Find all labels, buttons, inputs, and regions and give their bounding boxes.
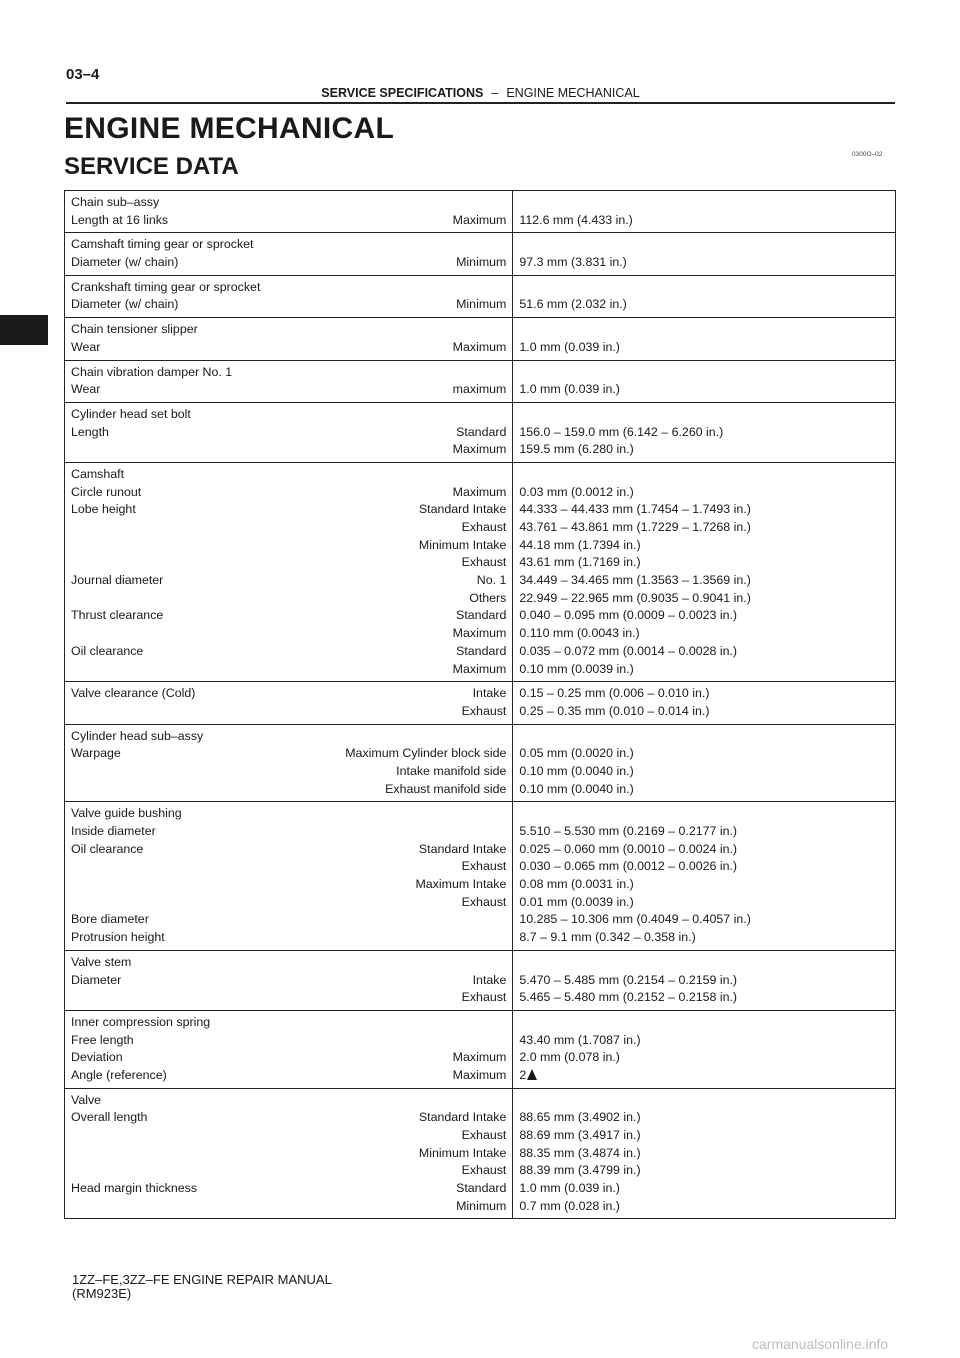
- spec-item-line: [71, 643, 506, 661]
- spec-value: [519, 572, 889, 590]
- spec-item-label: Head margin thickness: [71, 1181, 198, 1196]
- spec-value: [519, 296, 889, 314]
- spec-item-label: Circle runout: [71, 484, 142, 499]
- spec-item-line: [71, 236, 506, 254]
- spec-item-qualifier: Maximum: [452, 442, 507, 457]
- reference-code: 0300O–02: [852, 151, 883, 158]
- spec-value-text: 0.10 mm (0.0040 in.): [519, 763, 634, 778]
- spec-item-qualifier: Maximum: [452, 661, 507, 676]
- running-header: [66, 86, 895, 104]
- spec-item-label: Chain vibration damper No. 1: [71, 364, 233, 379]
- spec-value: [519, 236, 889, 254]
- spec-item-line: [71, 1092, 506, 1110]
- spec-item-line: [71, 537, 506, 555]
- spec-value-cell: [513, 950, 896, 1010]
- spec-item-cell: [65, 191, 513, 233]
- spec-item-line: [71, 484, 506, 502]
- spec-item-label: Angle (reference): [71, 1067, 167, 1082]
- spec-item-line: [71, 728, 506, 746]
- spec-value-cell: [513, 360, 896, 402]
- spec-value-text: 97.3 mm (3.831 in.): [519, 255, 627, 270]
- spec-value: [519, 424, 889, 442]
- spec-item-qualifier: Minimum: [456, 255, 507, 270]
- spec-item-line: [71, 296, 506, 314]
- footer-manual-code: (RM923E): [72, 1286, 132, 1301]
- spec-value-text: 34.449 – 34.465 mm (1.3563 – 1.3569 in.): [519, 573, 751, 588]
- spec-item-qualifier: Maximum Intake: [415, 877, 507, 892]
- spec-value: [519, 661, 889, 679]
- spec-item-line: [71, 625, 506, 643]
- spec-item-line: [71, 972, 506, 990]
- spec-row: [65, 191, 896, 233]
- spec-value: [519, 876, 889, 894]
- spec-value: [519, 763, 889, 781]
- spec-item-qualifier: Standard: [456, 643, 507, 658]
- spec-value-text: 112.6 mm (4.433 in.): [519, 212, 633, 227]
- spec-value: [519, 194, 889, 212]
- spec-item-qualifier: Standard: [456, 608, 507, 623]
- spec-value: [519, 823, 889, 841]
- spec-item-line: [71, 339, 506, 357]
- spec-item-line: [71, 823, 506, 841]
- spec-item-qualifier: Maximum Cylinder block side: [345, 746, 507, 761]
- spec-item-line: [71, 1162, 506, 1180]
- spec-item-label: Journal diameter: [71, 573, 164, 588]
- spec-value: [519, 406, 889, 424]
- spec-value-text: 5.510 – 5.530 mm (0.2169 – 0.2177 in.): [519, 824, 738, 838]
- spec-value-text: 88.35 mm (3.4874 in.): [519, 1145, 641, 1160]
- spec-value-cell: [513, 233, 896, 275]
- service-data-body: [65, 191, 896, 1219]
- page-number: 03–4: [66, 66, 100, 83]
- spec-item-cell: [65, 462, 513, 681]
- spec-value-text: 22.949 – 22.965 mm (0.9035 – 0.9041 in.): [519, 590, 751, 605]
- spec-item-label: Bore diameter: [71, 912, 149, 927]
- spec-item-qualifier: Intake manifold side: [396, 763, 507, 778]
- spec-item-label: Diameter (w/ chain): [71, 297, 179, 312]
- spec-item-line: [71, 194, 506, 212]
- spec-value: [519, 1162, 889, 1180]
- spec-item-label: Camshaft timing gear or sprocket: [71, 237, 254, 252]
- spec-value-text: 5.465 – 5.480 mm (0.2152 – 0.2158 in.): [519, 990, 738, 1005]
- spec-value: [519, 1180, 889, 1198]
- spec-value: [519, 954, 889, 972]
- spec-value-text: 0.10 mm (0.0039 in.): [519, 661, 634, 676]
- spec-item-qualifier: Intake: [472, 686, 507, 701]
- spec-item-line: [71, 381, 506, 399]
- spec-item-qualifier: Exhaust: [461, 703, 507, 718]
- spec-item-cell: [65, 275, 513, 317]
- spec-value-text: 0.10 mm (0.0040 in.): [519, 781, 634, 796]
- spec-item-qualifier: Standard: [456, 424, 507, 439]
- spec-item-line: [71, 929, 506, 947]
- spec-item-line: [71, 406, 506, 424]
- spec-value-text: 1.0 mm (0.039 in.): [519, 382, 620, 397]
- spec-value: [519, 607, 889, 625]
- spec-item-label: Chain sub–assy: [71, 195, 160, 209]
- spec-item-line: [71, 685, 506, 703]
- spec-item-line: [71, 1198, 506, 1216]
- spec-value-cell: [513, 682, 896, 724]
- spec-value: [519, 911, 889, 929]
- spec-item-qualifier: Maximum: [452, 1067, 507, 1082]
- spec-value: [519, 279, 889, 297]
- spec-value-text: 43.61 mm (1.7169 in.): [519, 555, 641, 570]
- spec-value-text: 44.18 mm (1.7394 in.): [519, 537, 641, 552]
- spec-item-qualifier: Exhaust: [461, 1128, 507, 1142]
- spec-item-line: [71, 1127, 506, 1145]
- spec-item-cell: [65, 1010, 513, 1088]
- spec-value: [519, 212, 889, 230]
- spec-value: [519, 972, 889, 990]
- spec-value: [519, 1145, 889, 1163]
- spec-value-cell: [513, 318, 896, 360]
- spec-value: [519, 1014, 889, 1032]
- spec-value: [519, 339, 889, 357]
- spec-item-line: [71, 989, 506, 1007]
- spec-item-label: Cylinder head set bolt: [71, 406, 191, 421]
- spec-item-label: Length: [71, 424, 109, 439]
- spec-value: [519, 858, 889, 876]
- spec-item-qualifier: Minimum Intake: [418, 1145, 507, 1160]
- spec-value-text: 0.05 mm (0.0020 in.): [519, 746, 634, 761]
- spec-value: [519, 1067, 889, 1085]
- spec-item-cell: [65, 682, 513, 724]
- spec-item-line: [71, 212, 506, 230]
- spec-item-cell: [65, 233, 513, 275]
- spec-value-cell: [513, 802, 896, 951]
- spec-value-text: 43.40 mm (1.7087 in.): [519, 1032, 641, 1047]
- spec-item-label: Thrust clearance: [71, 608, 164, 623]
- spec-value: [519, 1109, 889, 1127]
- spec-item-label: Valve guide bushing: [71, 806, 182, 821]
- degree-triangle-icon: [527, 1069, 537, 1080]
- spec-item-qualifier: Exhaust manifold side: [385, 781, 507, 796]
- header-subsection: ENGINE MECHANICAL: [506, 86, 640, 100]
- spec-item-label: Cylinder head sub–assy: [71, 728, 204, 743]
- spec-value-text: 1.0 mm (0.039 in.): [519, 339, 620, 354]
- spec-row: [65, 1088, 896, 1219]
- spec-item-line: [71, 703, 506, 721]
- spec-value-text: 51.6 mm (2.032 in.): [519, 297, 627, 312]
- spec-item-label: Oil clearance: [71, 841, 144, 856]
- spec-item-line: [71, 607, 506, 625]
- spec-value: [519, 1032, 889, 1050]
- spec-item-cell: [65, 360, 513, 402]
- spec-item-label: Deviation: [71, 1050, 123, 1065]
- spec-value-text: 88.39 mm (3.4799 in.): [519, 1163, 641, 1178]
- spec-item-qualifier: Others: [469, 590, 507, 605]
- service-data-table: [64, 190, 896, 1219]
- spec-item-label: Overall length: [71, 1110, 148, 1125]
- spec-value: [519, 841, 889, 859]
- spec-item-line: [71, 321, 506, 339]
- spec-row: [65, 462, 896, 681]
- spec-row: [65, 950, 896, 1010]
- spec-item-qualifier: Exhaust: [461, 520, 507, 534]
- spec-value-text: 1.0 mm (0.039 in.): [519, 1181, 620, 1196]
- spec-item-line: [71, 424, 506, 442]
- spec-item-qualifier: Exhaust: [461, 555, 507, 570]
- spec-value: [519, 894, 889, 912]
- spec-value-text: 2: [519, 1067, 527, 1082]
- spec-item-label: Valve: [71, 1092, 102, 1107]
- spec-value-cell: [513, 724, 896, 802]
- spec-item-line: [71, 590, 506, 608]
- spec-item-line: [71, 466, 506, 484]
- spec-item-qualifier: Minimum: [456, 297, 507, 312]
- spec-value: [519, 643, 889, 661]
- spec-value-cell: [513, 275, 896, 317]
- spec-value-text: 0.030 – 0.065 mm (0.0012 – 0.0026 in.): [519, 859, 738, 874]
- spec-value: [519, 441, 889, 459]
- spec-item-label: Camshaft: [71, 466, 125, 481]
- spec-item-label: Diameter (w/ chain): [71, 255, 179, 270]
- spec-value: [519, 703, 889, 721]
- spec-value: [519, 1198, 889, 1216]
- spec-item-qualifier: Minimum: [456, 1198, 507, 1213]
- spec-value: [519, 519, 889, 537]
- spec-value-text: 0.25 – 0.35 mm (0.010 – 0.014 in.): [519, 703, 710, 718]
- spec-value: [519, 537, 889, 555]
- spec-value: [519, 781, 889, 799]
- spec-item-qualifier: Maximum: [452, 1050, 507, 1065]
- spec-item-label: Valve stem: [71, 954, 132, 969]
- spec-row: [65, 275, 896, 317]
- spec-item-label: Protrusion height: [71, 930, 165, 945]
- spec-item-line: [71, 954, 506, 972]
- spec-value-text: 0.03 mm (0.0012 in.): [519, 484, 634, 499]
- spec-item-label: Oil clearance: [71, 643, 144, 658]
- spec-item-qualifier: maximum: [452, 382, 507, 397]
- spec-item-label: Length at 16 links: [71, 212, 169, 227]
- spec-item-label: Warpage: [71, 746, 121, 761]
- spec-item-line: [71, 661, 506, 679]
- spec-value: [519, 685, 889, 703]
- spec-row: [65, 233, 896, 275]
- spec-item-qualifier: Standard Intake: [418, 841, 507, 856]
- spec-item-qualifier: Standard Intake: [418, 1110, 507, 1125]
- spec-item-qualifier: Intake: [472, 972, 507, 987]
- spec-item-label: Wear: [71, 339, 101, 354]
- section-subtitle: SERVICE DATA: [64, 153, 239, 180]
- spec-item-line: [71, 1032, 506, 1050]
- spec-value-cell: [513, 462, 896, 681]
- spec-value-text: 10.285 – 10.306 mm (0.4049 – 0.4057 in.): [519, 912, 751, 927]
- spec-item-line: [71, 805, 506, 823]
- spec-item-line: [71, 763, 506, 781]
- spec-item-line: [71, 876, 506, 894]
- spec-value: [519, 625, 889, 643]
- spec-value: [519, 590, 889, 608]
- spec-value: [519, 728, 889, 746]
- spec-row: [65, 402, 896, 462]
- spec-item-qualifier: Exhaust: [461, 1163, 507, 1178]
- spec-value-text: 88.69 mm (3.4917 in.): [519, 1128, 641, 1142]
- spec-item-line: [71, 1049, 506, 1067]
- spec-item-qualifier: Standard: [456, 1181, 507, 1196]
- spec-item-line: [71, 911, 506, 929]
- spec-value: [519, 254, 889, 272]
- spec-value-cell: [513, 1010, 896, 1088]
- spec-value-text: 2.0 mm (0.078 in.): [519, 1050, 620, 1065]
- spec-value-text: 43.761 – 43.861 mm (1.7229 – 1.7268 in.): [519, 520, 751, 534]
- header-section: SERVICE SPECIFICATIONS: [321, 86, 484, 100]
- spec-value: [519, 929, 889, 947]
- spec-item-label: Inner compression spring: [71, 1014, 211, 1029]
- spec-value-text: 5.470 – 5.485 mm (0.2154 – 0.2159 in.): [519, 972, 738, 987]
- spec-item-qualifier: Standard Intake: [418, 502, 507, 517]
- spec-value-text: 0.01 mm (0.0039 in.): [519, 894, 634, 909]
- spec-item-line: [71, 519, 506, 537]
- spec-value-cell: [513, 402, 896, 462]
- spec-item-qualifier: Exhaust: [461, 894, 507, 909]
- spec-value: [519, 1127, 889, 1145]
- spec-item-line: [71, 279, 506, 297]
- spec-item-line: [71, 501, 506, 519]
- spec-row: [65, 724, 896, 802]
- spec-item-qualifier: Exhaust: [461, 859, 507, 874]
- spec-row: [65, 360, 896, 402]
- spec-item-line: [71, 1145, 506, 1163]
- spec-value: [519, 989, 889, 1007]
- spec-item-cell: [65, 950, 513, 1010]
- spec-row: [65, 682, 896, 724]
- spec-item-cell: [65, 724, 513, 802]
- spec-item-line: [71, 554, 506, 572]
- spec-item-label: Free length: [71, 1032, 134, 1047]
- spec-value: [519, 321, 889, 339]
- spec-value: [519, 381, 889, 399]
- spec-item-line: [71, 894, 506, 912]
- spec-item-line: [71, 1109, 506, 1127]
- spec-value: [519, 364, 889, 382]
- spec-value: [519, 1049, 889, 1067]
- spec-item-label: Diameter: [71, 972, 122, 987]
- spec-item-label: Crankshaft timing gear or sprocket: [71, 279, 261, 294]
- spec-value: [519, 1092, 889, 1110]
- watermark: carmanualsonline.info: [752, 1336, 889, 1352]
- spec-item-label: Valve clearance (Cold): [71, 686, 196, 701]
- spec-item-label: Lobe height: [71, 502, 136, 517]
- spec-item-line: [71, 572, 506, 590]
- spec-value: [519, 805, 889, 823]
- spec-value-text: 0.15 – 0.25 mm (0.006 – 0.010 in.): [519, 686, 710, 701]
- spec-row: [65, 318, 896, 360]
- spec-item-cell: [65, 802, 513, 951]
- header-separator: –: [491, 86, 499, 100]
- spec-item-line: [71, 858, 506, 876]
- spec-value-text: 0.035 – 0.072 mm (0.0014 – 0.0028 in.): [519, 643, 738, 658]
- spec-item-line: [71, 1067, 506, 1085]
- spec-item-label: Wear: [71, 382, 101, 397]
- spec-value-cell: [513, 191, 896, 233]
- spec-value-text: 0.7 mm (0.028 in.): [519, 1198, 620, 1213]
- spec-item-line: [71, 1180, 506, 1198]
- spec-item-cell: [65, 318, 513, 360]
- spec-item-line: [71, 254, 506, 272]
- spec-row: [65, 1010, 896, 1088]
- spec-value-text: 159.5 mm (6.280 in.): [519, 442, 634, 457]
- spec-item-line: [71, 364, 506, 382]
- spec-value-text: 0.040 – 0.095 mm (0.0009 – 0.0023 in.): [519, 608, 738, 623]
- footer-manual-title: 1ZZ–FE,3ZZ–FE ENGINE REPAIR MANUAL: [72, 1272, 332, 1287]
- spec-item-cell: [65, 402, 513, 462]
- spec-value-text: 88.65 mm (3.4902 in.): [519, 1110, 641, 1125]
- spec-item-qualifier: Maximum: [452, 339, 507, 354]
- spec-value-text: 156.0 – 159.0 mm (6.142 – 6.260 in.): [519, 424, 724, 439]
- spec-item-qualifier: Maximum: [452, 484, 507, 499]
- spec-item-line: [71, 745, 506, 763]
- section-thumb-tab: [0, 315, 48, 345]
- spec-item-qualifier: Minimum Intake: [418, 537, 507, 552]
- spec-value-text: 0.025 – 0.060 mm (0.0010 – 0.0024 in.): [519, 841, 738, 856]
- spec-value-text: 8.7 – 9.1 mm (0.342 – 0.358 in.): [519, 930, 696, 945]
- footer: [72, 1273, 332, 1301]
- spec-item-line: [71, 1014, 506, 1032]
- spec-row: [65, 802, 896, 951]
- spec-item-line: [71, 781, 506, 799]
- spec-item-qualifier: Maximum: [452, 626, 507, 641]
- spec-item-label: Inside diameter: [71, 824, 156, 838]
- spec-value: [519, 745, 889, 763]
- spec-value: [519, 501, 889, 519]
- spec-value-text: 44.333 – 44.433 mm (1.7454 – 1.7493 in.): [519, 502, 751, 517]
- spec-item-qualifier: Maximum: [452, 212, 507, 227]
- spec-item-qualifier: No. 1: [476, 573, 507, 588]
- spec-value: [519, 466, 889, 484]
- spec-value-text: 0.110 mm (0.0043 in.): [519, 626, 640, 641]
- spec-value-cell: [513, 1088, 896, 1219]
- spec-item-label: Chain tensioner slipper: [71, 322, 198, 337]
- spec-item-line: [71, 841, 506, 859]
- spec-value: [519, 554, 889, 572]
- spec-item-qualifier: Exhaust: [461, 990, 507, 1005]
- spec-value-text: 0.08 mm (0.0031 in.): [519, 877, 634, 892]
- page-title: ENGINE MECHANICAL: [64, 112, 395, 145]
- spec-item-cell: [65, 1088, 513, 1219]
- spec-item-line: [71, 441, 506, 459]
- spec-value: [519, 484, 889, 502]
